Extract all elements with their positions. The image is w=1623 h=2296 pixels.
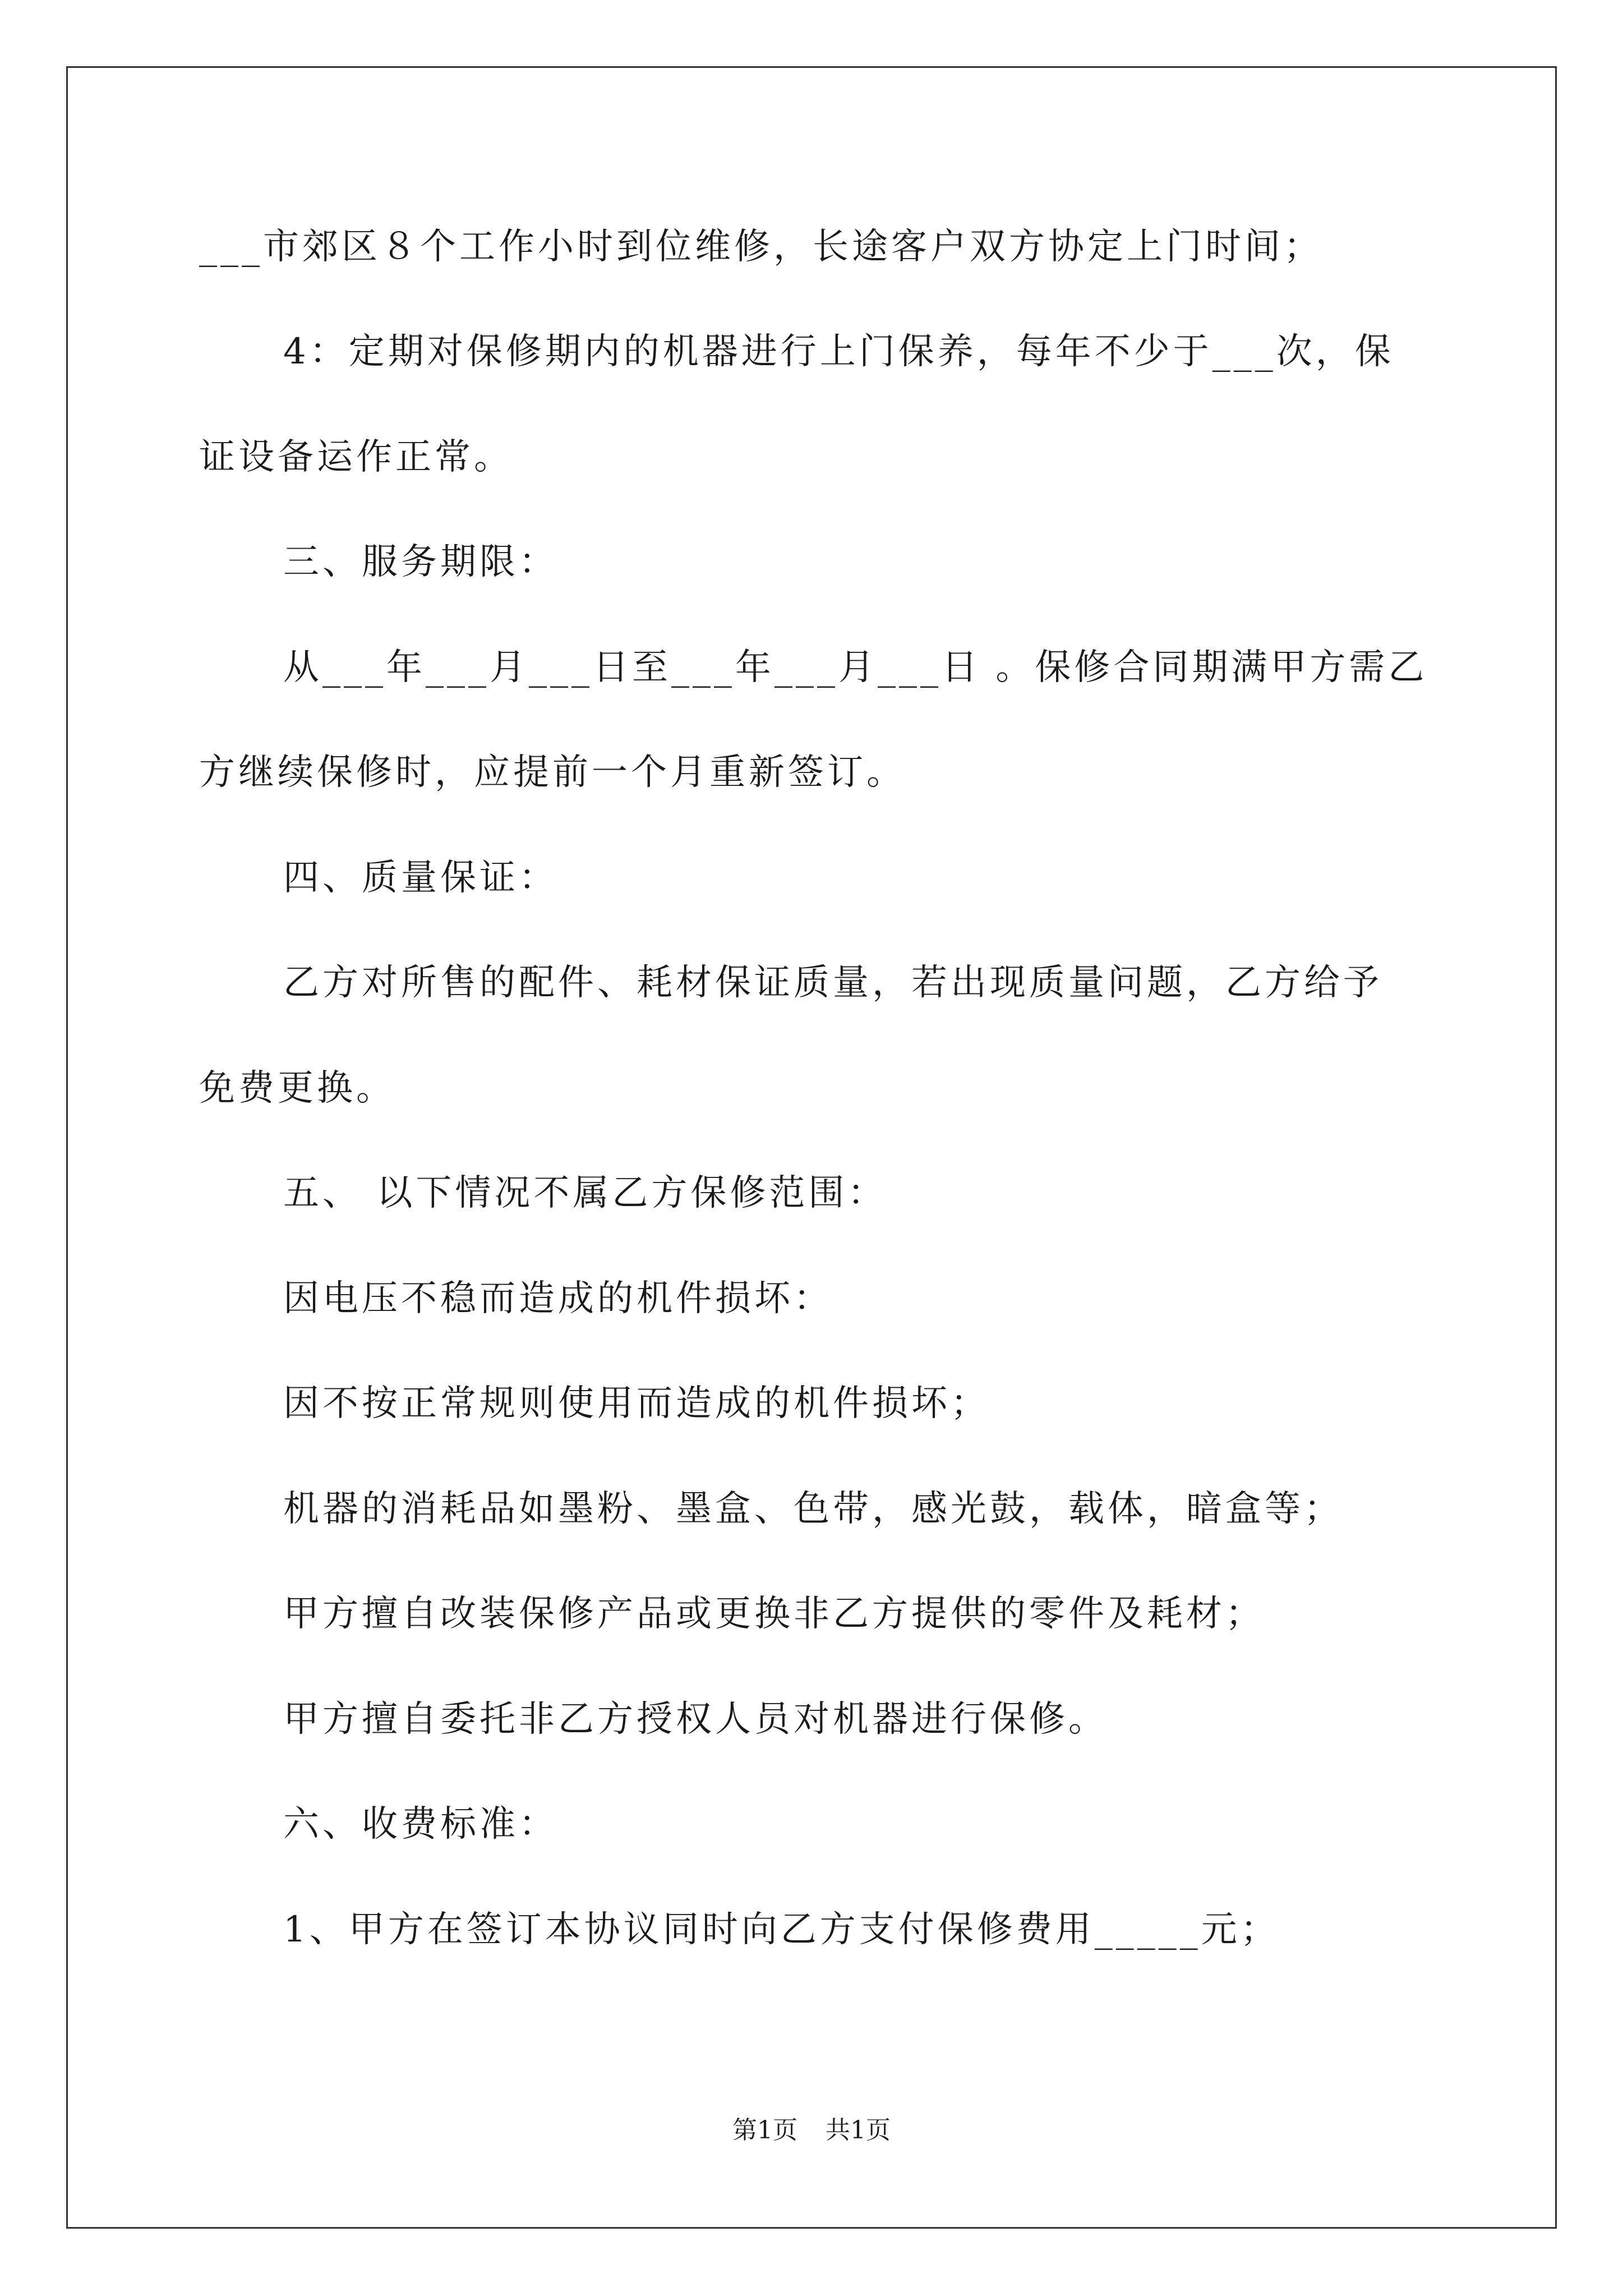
text-line: 4：定期对保修期内的机器进行上门保养，每年不少于___次，保: [283, 331, 1394, 372]
section-heading: 四、质量保证：: [283, 857, 558, 899]
page-number-current: 第1页: [732, 2116, 797, 2145]
page-footer: [0, 2114, 1623, 2147]
text-line: 从___年___月___日至___年___月___日 。保修合同期满甲方需乙: [283, 647, 1428, 688]
text-line: 1、甲方在签订本协议同时向乙方支付保修费用_____元；: [283, 1909, 1280, 1950]
text-line: 甲方擅自委托非乙方授权人员对机器进行保修。: [283, 1699, 1108, 1740]
section-heading: 六、收费标准：: [283, 1803, 558, 1845]
text-line: 因不按正常规则使用而造成的机件损坏；: [283, 1383, 990, 1424]
text-line: 乙方对所售的配件、耗材保证质量，若出现质量问题，乙方给予: [283, 962, 1382, 1004]
text-line: 证设备运作正常。: [199, 436, 513, 478]
section-heading: 五、 以下情况不属乙方保修范围：: [283, 1172, 887, 1214]
page-number-total: 共1页: [826, 2116, 891, 2145]
text-line: 免费更换。: [199, 1068, 395, 1109]
section-heading: 三、服务期限：: [283, 541, 558, 583]
text-line: 机器的消耗品如墨粉、墨盒、色带，感光鼓，载体，暗盒等；: [283, 1488, 1343, 1530]
text-line: 因电压不稳而造成的机件损坏：: [283, 1278, 833, 1319]
text-line: 甲方擅自改装保修产品或更换非乙方提供的零件及耗材；: [283, 1593, 1265, 1635]
text-line: 方继续保修时，应提前一个月重新签订。: [199, 752, 906, 793]
text-line: ___市郊区８个工作小时到位维修，长途客户双方协定上门时间；: [199, 226, 1323, 268]
